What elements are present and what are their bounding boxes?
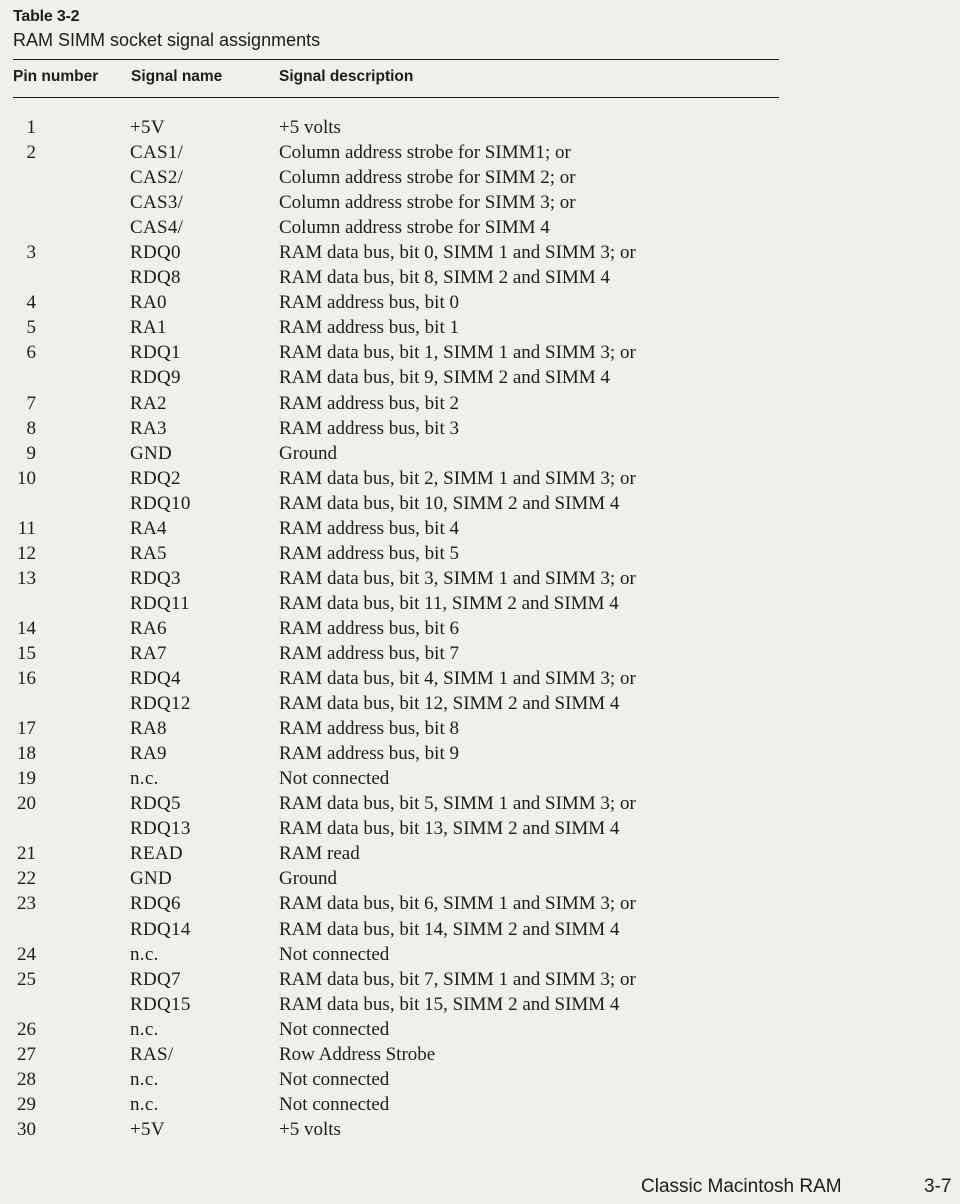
table-row xyxy=(0,716,960,741)
column-header-description: Signal description xyxy=(279,68,414,85)
signal-description-cell: Not connected xyxy=(279,1068,390,1090)
signal-name-cell: RDQ10 xyxy=(130,492,191,514)
table-row xyxy=(0,1042,960,1067)
pin-number-cell: 15 xyxy=(17,642,36,664)
signal-description-cell: RAM data bus, bit 0, SIMM 1 and SIMM 3; or xyxy=(279,242,636,264)
table-row xyxy=(0,917,960,942)
signal-name-cell: CAS1/ xyxy=(130,142,184,164)
signal-description-cell: RAM address bus, bit 8 xyxy=(279,718,459,740)
pin-number-cell: 11 xyxy=(17,517,36,539)
pin-number-cell: 18 xyxy=(17,743,36,765)
signal-description-cell: RAM address bus, bit 2 xyxy=(279,392,459,414)
column-header-signal: Signal name xyxy=(131,68,223,85)
pin-number-cell: 7 xyxy=(26,392,36,414)
table-row xyxy=(0,190,960,215)
signal-description-cell: Column address strobe for SIMM 4 xyxy=(279,217,550,239)
signal-description-cell: RAM address bus, bit 9 xyxy=(279,743,459,765)
signal-description-cell: RAM data bus, bit 13, SIMM 2 and SIMM 4 xyxy=(279,818,620,840)
signal-name-cell: RDQ15 xyxy=(130,993,191,1015)
table-row xyxy=(0,491,960,516)
signal-name-cell: RA2 xyxy=(130,392,167,414)
signal-description-cell: RAM data bus, bit 14, SIMM 2 and SIMM 4 xyxy=(279,918,620,940)
signal-name-cell: RDQ1 xyxy=(130,342,181,364)
signal-name-cell: RDQ3 xyxy=(130,567,181,589)
table-row xyxy=(0,1067,960,1092)
signal-name-cell: RDQ0 xyxy=(130,242,181,264)
signal-name-cell: RA0 xyxy=(130,292,167,314)
signal-description-cell: Ground xyxy=(279,868,338,890)
signal-name-cell: RDQ12 xyxy=(130,693,191,715)
signal-name-cell: RDQ8 xyxy=(130,267,181,289)
signal-description-cell: Not connected xyxy=(279,1093,390,1115)
table-row xyxy=(0,1117,960,1142)
signal-name-cell: +5V xyxy=(130,117,165,138)
table-row xyxy=(0,967,960,992)
signal-name-cell: n.c. xyxy=(130,943,159,965)
signal-description-cell: RAM data bus, bit 1, SIMM 1 and SIMM 3; or xyxy=(279,342,636,364)
table-row xyxy=(0,340,960,365)
signal-description-cell: RAM data bus, bit 10, SIMM 2 and SIMM 4 xyxy=(279,492,620,514)
signal-name-cell: RDQ2 xyxy=(130,467,181,489)
pin-number-cell: 20 xyxy=(17,793,36,815)
pin-number-cell: 6 xyxy=(26,342,36,364)
table-row xyxy=(0,942,960,967)
signal-description-cell: Column address strobe for SIMM1; or xyxy=(279,142,571,164)
signal-name-cell: RDQ5 xyxy=(130,793,181,815)
table-row xyxy=(0,165,960,190)
pin-number-cell: 1 xyxy=(26,117,36,138)
signal-name-cell: RA7 xyxy=(130,642,167,664)
signal-description-cell: RAM address bus, bit 7 xyxy=(279,642,459,664)
pin-number-cell: 30 xyxy=(17,1118,36,1140)
signal-name-cell: CAS4/ xyxy=(130,217,184,239)
pin-number-cell: 13 xyxy=(17,567,36,589)
signal-name-cell: RA9 xyxy=(130,743,167,765)
signal-name-cell: RDQ11 xyxy=(130,592,190,614)
table-row xyxy=(0,691,960,716)
pin-number-cell: 17 xyxy=(17,718,36,740)
table-row xyxy=(0,841,960,866)
signal-description-cell: RAM address bus, bit 5 xyxy=(279,542,459,564)
signal-name-cell: n.c. xyxy=(130,1068,159,1090)
table-row xyxy=(0,416,960,441)
table-row xyxy=(0,666,960,691)
signal-name-cell: GND xyxy=(130,868,173,890)
signal-name-cell: CAS2/ xyxy=(130,167,184,189)
signal-description-cell: Not connected xyxy=(279,1018,390,1040)
pin-number-cell: 19 xyxy=(17,768,36,790)
table-row xyxy=(0,766,960,791)
table-row xyxy=(0,641,960,666)
table-row xyxy=(0,240,960,265)
signal-name-cell: RDQ7 xyxy=(130,968,181,990)
pin-number-cell: 23 xyxy=(17,893,36,915)
signal-description-cell: RAM data bus, bit 6, SIMM 1 and SIMM 3; or xyxy=(279,893,636,915)
table-row xyxy=(0,591,960,616)
table-row xyxy=(0,441,960,466)
pin-number-cell: 22 xyxy=(17,868,36,890)
signal-name-cell: RA6 xyxy=(130,617,167,639)
signal-name-cell: RA8 xyxy=(130,718,167,740)
signal-description-cell: RAM address bus, bit 0 xyxy=(279,292,459,314)
signal-description-cell: RAM data bus, bit 3, SIMM 1 and SIMM 3; or xyxy=(279,567,636,589)
signal-description-cell: RAM data bus, bit 7, SIMM 1 and SIMM 3; or xyxy=(279,968,636,990)
signal-description-cell: +5 volts xyxy=(279,1118,341,1140)
table-row xyxy=(0,816,960,841)
signal-name-cell: RA5 xyxy=(130,542,167,564)
pin-number-cell: 28 xyxy=(17,1068,36,1090)
signal-name-cell: +5V xyxy=(130,1118,165,1140)
table-row xyxy=(0,891,960,916)
pin-number-cell: 14 xyxy=(17,617,36,639)
signal-description-cell: RAM address bus, bit 4 xyxy=(279,517,459,539)
pin-number-cell: 3 xyxy=(26,242,36,264)
signal-name-cell: n.c. xyxy=(130,768,159,790)
table-row xyxy=(0,866,960,891)
signal-name-cell: RDQ9 xyxy=(130,367,181,389)
signal-description-cell: Not connected xyxy=(279,768,390,790)
table-row xyxy=(0,566,960,591)
table-row xyxy=(0,516,960,541)
signal-description-cell: RAM data bus, bit 4, SIMM 1 and SIMM 3; or xyxy=(279,668,636,690)
signal-description-cell: Column address strobe for SIMM 2; or xyxy=(279,167,576,189)
table-row xyxy=(0,616,960,641)
table-row xyxy=(0,265,960,290)
pin-number-cell: 8 xyxy=(26,417,36,439)
signal-description-cell: RAM data bus, bit 15, SIMM 2 and SIMM 4 xyxy=(279,993,620,1015)
pin-number-cell: 27 xyxy=(17,1043,36,1065)
pin-number-cell: 26 xyxy=(17,1018,36,1040)
signal-name-cell: READ xyxy=(130,843,183,865)
pin-number-cell: 10 xyxy=(17,467,36,489)
pin-number-cell: 24 xyxy=(17,943,36,965)
signal-description-cell: RAM read xyxy=(279,843,360,865)
signal-description-cell: RAM address bus, bit 3 xyxy=(279,417,459,439)
signal-name-cell: RDQ4 xyxy=(130,668,181,690)
table-row xyxy=(0,992,960,1017)
signal-description-cell: +5 volts xyxy=(279,117,341,138)
table-row xyxy=(0,315,960,340)
table-top-rule xyxy=(13,59,779,60)
column-header-pin: Pin number xyxy=(13,68,99,85)
pin-number-cell: 12 xyxy=(17,542,36,564)
signal-name-cell: RAS/ xyxy=(130,1043,174,1065)
signal-name-cell: CAS3/ xyxy=(130,192,184,214)
pin-number-cell: 21 xyxy=(17,843,36,865)
signal-description-cell: RAM data bus, bit 9, SIMM 2 and SIMM 4 xyxy=(279,367,610,389)
pin-number-cell: 4 xyxy=(26,292,36,314)
table-header-rule xyxy=(13,97,779,98)
pin-number-cell: 5 xyxy=(26,317,36,339)
table-row xyxy=(0,115,960,140)
table-row xyxy=(0,791,960,816)
signal-name-cell: RA1 xyxy=(130,317,167,339)
table-label: Table 3-2 xyxy=(13,8,80,25)
table-row xyxy=(0,215,960,240)
signal-name-cell: RA4 xyxy=(130,517,167,539)
signal-description-cell: Row Address Strobe xyxy=(279,1043,436,1065)
table-row xyxy=(0,1092,960,1117)
page-number: 3-7 xyxy=(924,1176,952,1197)
table-row xyxy=(0,140,960,165)
table-row xyxy=(0,290,960,315)
signal-description-cell: RAM address bus, bit 1 xyxy=(279,317,459,339)
signal-name-cell: GND xyxy=(130,442,173,464)
table-row xyxy=(0,1017,960,1042)
table-row xyxy=(0,391,960,416)
signal-description-cell: RAM data bus, bit 11, SIMM 2 and SIMM 4 xyxy=(279,592,619,614)
signal-name-cell: n.c. xyxy=(130,1093,159,1115)
signal-description-cell: RAM data bus, bit 8, SIMM 2 and SIMM 4 xyxy=(279,267,610,289)
pin-number-cell: 29 xyxy=(17,1093,36,1115)
signal-description-cell: RAM address bus, bit 6 xyxy=(279,617,459,639)
signal-name-cell: RDQ6 xyxy=(130,893,181,915)
footer-section-title: Classic Macintosh RAM xyxy=(641,1176,842,1197)
signal-name-cell: n.c. xyxy=(130,1018,159,1040)
signal-description-cell: RAM data bus, bit 2, SIMM 1 and SIMM 3; or xyxy=(279,467,636,489)
signal-description-cell: Not connected xyxy=(279,943,390,965)
table-row xyxy=(0,741,960,766)
pin-number-cell: 2 xyxy=(26,142,36,164)
table-caption: RAM SIMM socket signal assignments xyxy=(13,30,321,50)
table-row xyxy=(0,541,960,566)
signal-description-cell: RAM data bus, bit 12, SIMM 2 and SIMM 4 xyxy=(279,693,620,715)
signal-name-cell: RDQ13 xyxy=(130,818,191,840)
table-row xyxy=(0,466,960,491)
signal-description-cell: Ground xyxy=(279,442,338,464)
pin-number-cell: 16 xyxy=(17,668,36,690)
table-body xyxy=(0,115,960,1142)
pin-number-cell: 9 xyxy=(26,442,36,464)
table-row xyxy=(0,365,960,390)
signal-name-cell: RDQ14 xyxy=(130,918,191,940)
signal-description-cell: RAM data bus, bit 5, SIMM 1 and SIMM 3; or xyxy=(279,793,636,815)
signal-name-cell: RA3 xyxy=(130,417,167,439)
signal-description-cell: Column address strobe for SIMM 3; or xyxy=(279,192,576,214)
pin-number-cell: 25 xyxy=(17,968,36,990)
